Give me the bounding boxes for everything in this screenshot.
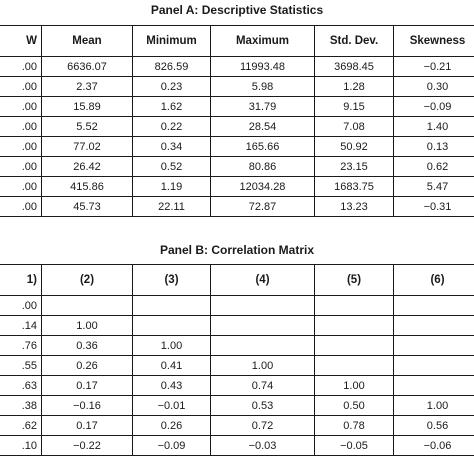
- descriptive-statistics-table: [0, 25, 474, 217]
- table-cell: 0.78: [315, 416, 394, 436]
- table-cell: 80.86: [211, 157, 315, 177]
- table-row: [0, 376, 474, 396]
- table-cell: −0.09: [133, 436, 211, 456]
- table-cell: 1.62: [133, 97, 211, 117]
- table-cell: 1.00: [394, 396, 474, 416]
- table-cell: 22.11: [133, 197, 211, 217]
- table-cell: [394, 336, 474, 356]
- table-row: [0, 197, 474, 217]
- table-row: [0, 316, 474, 336]
- table-cell: 15.89: [42, 97, 133, 117]
- table-cell: 23.15: [315, 157, 394, 177]
- table-cell: 0.36: [42, 336, 133, 356]
- table-cell: 77.02: [42, 137, 133, 157]
- table-cell: 26.42: [42, 157, 133, 177]
- table-cell: 1.00: [211, 356, 315, 376]
- table-cell: −0.21: [394, 57, 474, 77]
- table-cell: .55: [0, 356, 42, 376]
- table-cell: 50.92: [315, 137, 394, 157]
- table-cell: 0.30: [394, 77, 474, 97]
- table-row: [0, 177, 474, 197]
- table-cell: 6636.07: [42, 57, 133, 77]
- table-cell: 7.08: [315, 117, 394, 137]
- table-cell: −0.03: [211, 436, 315, 456]
- table-cell: 165.66: [211, 137, 315, 157]
- column-header: Maximum: [211, 26, 315, 57]
- table-row: [0, 336, 474, 356]
- table-cell: [315, 336, 394, 356]
- table-header-row: [0, 26, 474, 57]
- column-header: Minimum: [133, 26, 211, 57]
- table-cell: [133, 316, 211, 336]
- table-cell: 0.26: [133, 416, 211, 436]
- table-cell: .14: [0, 316, 42, 336]
- table-cell: .63: [0, 376, 42, 396]
- table-cell: 1.40: [394, 117, 474, 137]
- table-cell: .00: [0, 197, 42, 217]
- column-header: Mean: [42, 26, 133, 57]
- table-cell: 0.43: [133, 376, 211, 396]
- table-cell: −0.09: [394, 97, 474, 117]
- table-row: [0, 137, 474, 157]
- table-cell: .38: [0, 396, 42, 416]
- table-cell: 1.00: [315, 376, 394, 396]
- table-cell: .00: [0, 296, 42, 316]
- table-cell: [394, 376, 474, 396]
- table-row: [0, 77, 474, 97]
- table-cell: 0.72: [211, 416, 315, 436]
- table-row: [0, 57, 474, 77]
- table-cell: 1.19: [133, 177, 211, 197]
- table-cell: 0.23: [133, 77, 211, 97]
- table-cell: .00: [0, 157, 42, 177]
- table-cell: 0.22: [133, 117, 211, 137]
- column-header: W: [0, 26, 42, 57]
- table-cell: 0.17: [42, 376, 133, 396]
- table-row: [0, 117, 474, 137]
- table-cell: 0.52: [133, 157, 211, 177]
- table-cell: [211, 296, 315, 316]
- table-cell: 11993.48: [211, 57, 315, 77]
- table-cell: .00: [0, 177, 42, 197]
- table-cell: 0.74: [211, 376, 315, 396]
- column-header: 1): [0, 265, 42, 296]
- table-cell: [315, 356, 394, 376]
- column-header: (5): [315, 265, 394, 296]
- column-header: (2): [42, 265, 133, 296]
- table-cell: 0.41: [133, 356, 211, 376]
- panel-b-title: Panel B: Correlation Matrix: [159, 243, 315, 257]
- table-cell: [315, 296, 394, 316]
- table-cell: .00: [0, 77, 42, 97]
- table-row: [0, 416, 474, 436]
- table-cell: 1.00: [133, 336, 211, 356]
- table-row: [0, 97, 474, 117]
- table-cell: .62: [0, 416, 42, 436]
- table-cell: 72.87: [211, 197, 315, 217]
- table-cell: 826.59: [133, 57, 211, 77]
- table-cell: 1683.75: [315, 177, 394, 197]
- table-cell: 1.28: [315, 77, 394, 97]
- table-cell: 5.52: [42, 117, 133, 137]
- column-header: (3): [133, 265, 211, 296]
- table-cell: [211, 336, 315, 356]
- table-header-row: [0, 265, 474, 296]
- table-cell: 12034.28: [211, 177, 315, 197]
- table-cell: 13.23: [315, 197, 394, 217]
- table-cell: 0.13: [394, 137, 474, 157]
- panel-a-title: Panel A: Descriptive Statistics: [150, 3, 324, 17]
- correlation-matrix-table: [0, 264, 474, 456]
- column-header: (6): [394, 265, 474, 296]
- table-cell: 28.54: [211, 117, 315, 137]
- table-cell: 0.17: [42, 416, 133, 436]
- table-cell: [394, 356, 474, 376]
- table-cell: 3698.45: [315, 57, 394, 77]
- table-cell: [315, 316, 394, 336]
- table-cell: −0.05: [315, 436, 394, 456]
- table-cell: 415.86: [42, 177, 133, 197]
- column-header: (4): [211, 265, 315, 296]
- table-cell: 0.34: [133, 137, 211, 157]
- table-cell: 0.56: [394, 416, 474, 436]
- table-cell: −0.31: [394, 197, 474, 217]
- table-cell: [394, 296, 474, 316]
- column-header: Std. Dev.: [315, 26, 394, 57]
- table-cell: [42, 296, 133, 316]
- table-cell: 0.50: [315, 396, 394, 416]
- table-cell: 5.98: [211, 77, 315, 97]
- table-cell: .00: [0, 57, 42, 77]
- table-cell: .76: [0, 336, 42, 356]
- table-row: [0, 436, 474, 456]
- table-row: [0, 356, 474, 376]
- table-cell: −0.22: [42, 436, 133, 456]
- table-cell: 0.53: [211, 396, 315, 416]
- table-row: [0, 157, 474, 177]
- table-cell: .00: [0, 97, 42, 117]
- table-cell: 2.37: [42, 77, 133, 97]
- table-cell: 5.47: [394, 177, 474, 197]
- table-row: [0, 396, 474, 416]
- table-cell: 45.73: [42, 197, 133, 217]
- table-cell: [394, 316, 474, 336]
- table-cell: [211, 316, 315, 336]
- table-row: [0, 296, 474, 316]
- table-cell: 9.15: [315, 97, 394, 117]
- table-cell: −0.01: [133, 396, 211, 416]
- table-cell: 31.79: [211, 97, 315, 117]
- table-cell: .00: [0, 137, 42, 157]
- table-cell: −0.16: [42, 396, 133, 416]
- table-cell: .00: [0, 117, 42, 137]
- column-header: Skewness: [394, 26, 474, 57]
- table-cell: .10: [0, 436, 42, 456]
- table-cell: 0.26: [42, 356, 133, 376]
- table-cell: 1.00: [42, 316, 133, 336]
- table-cell: −0.06: [394, 436, 474, 456]
- table-cell: [133, 296, 211, 316]
- table-cell: 0.62: [394, 157, 474, 177]
